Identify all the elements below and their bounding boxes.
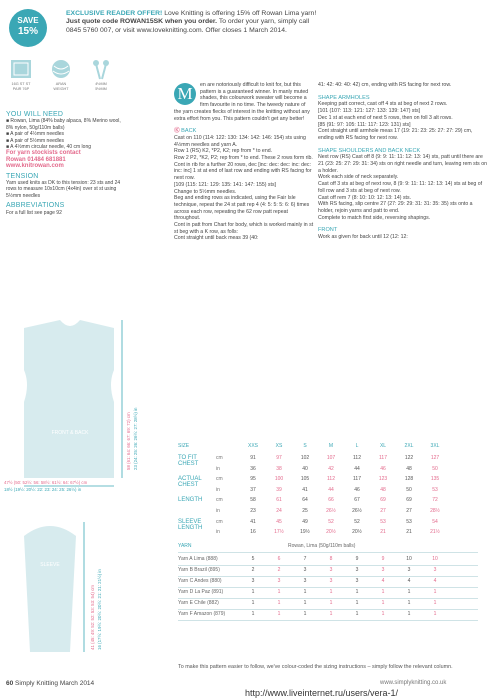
size-row [178,466,488,477]
yarn-quantity: 1 [303,589,307,595]
yarn-quantity: 1 [277,600,281,606]
size-header: XXS [247,443,258,449]
yarn-quantity: 1 [381,589,385,595]
yarn-quantity: 1 [433,589,437,595]
back-step: Change to 5½mm needles. [174,188,237,195]
back-step: Row 2 P2, *K2, P2; rep from * to end. These 2 rows form rib. [174,155,313,162]
size-value: 67 [354,497,360,504]
yarn-label: Yarn D La Paz (891) [178,589,224,595]
yarn-label: Yarn C Andes (880) [178,578,222,584]
yarn-quantity: 3 [355,567,359,573]
yarn-quantity: 6 [277,556,281,562]
size-header: 2XL [404,443,414,449]
back-step: Cast on 110 (114: 122: 130: 134: 142: 146: 154) sts using 4½mm needles and yarn A. [174,134,306,148]
yarn-quantity: 4 [407,578,411,584]
size-value: 72 [432,497,438,504]
size-value: 49 [302,518,308,525]
size-unit: cm [216,518,223,525]
need-item: ■ A pair of 4½mm needles [6,131,65,138]
stockists-phone: Rowan 01484 681881 [6,156,66,163]
size-value: 19½ [300,529,310,536]
size-value: 97 [276,455,282,461]
yarn-header: YARN [178,543,192,549]
size-header: L [355,443,359,449]
tension-swatch-icon [8,58,34,80]
size-value: 95 [250,476,256,483]
size-value: 117 [353,476,361,483]
size-row-label: SLEEVE LENGTH [178,518,203,531]
back-step: Beg and ending rows as indicated, using the Fair Isle technique, repeat the 24 st patt rep 4 (4: 5: 5: 5: 6: 6) times across each row, repeating the 62 row patt repeat throughout. [174,195,310,222]
colour-code-note: To make this pattern easier to follow, we've colour-coded the sizing instructions – simply follow the relevant column. [178,664,453,670]
size-value: 48 [380,486,386,493]
size-value: 54 [432,518,438,525]
size-value: 24 [276,508,282,514]
size-value: 44 [354,465,360,472]
yarn-row [178,609,478,621]
shoulder-step: Work each side of neck separately. [318,174,399,181]
size-header: XS [275,443,283,449]
yarn-label: Yarn A Lima (888) [178,556,218,562]
yarn-quantity: 1 [355,600,359,606]
stockists-web: www.knitrowan.com [6,163,64,170]
yarn-label: Yarn B Brazil (895) [178,567,220,573]
offer-headline: EXCLUSIVE READER OFFER! [66,10,163,17]
yarn-quantity: 10 [406,556,412,562]
yarn-label: Yarn F Amazon (879) [178,611,226,617]
sleeve-schematic [10,512,140,662]
front-width-in: 18½ (19½: 20½: 22: 23: 24: 25: 26½) in [4,487,82,492]
yarn-quantity: 1 [407,611,411,617]
front-text: Work as given for back until 12 (12: 12: [318,234,408,241]
yarn-quantity: 1 [251,589,255,595]
size-value: 128 [404,476,414,483]
size-value: 53 [406,518,412,525]
center-column [174,82,314,242]
size-value: 105 [300,476,310,483]
armhole-step: Dec 1 st at each end of next 5 rows, then on foll 3 alt rows. [318,114,453,121]
size-value: 21 [380,529,386,536]
yarn-quantity: 2 [277,567,281,573]
size-value: 53 [432,486,438,493]
yarn-quantity: 1 [329,589,333,595]
needles-icon [88,58,114,80]
size-value: 25 [302,508,308,514]
back-heading: Ⓚ BACK [174,128,197,135]
yarn-quantity: 7 [303,556,307,562]
size-value: 122 [404,455,414,461]
footer-website: www.simplyknitting.co.uk [380,680,447,686]
yarn-quantity: 1 [303,600,307,606]
back-step: Cont in rib for a further 20 rows, dec [inc: dec: dec: inc: dec: inc: inc] 1 st at end of last row and ending with RS facing for next row. [174,161,312,182]
right-column [318,82,488,241]
sleeve-length-cm: 41 (45: 49: 52: 52: 53: 53: 54) cm [90,585,95,650]
size-value: 44 [328,486,334,493]
size-value: 64 [302,497,308,504]
size-value: 26½ [326,508,336,514]
icon-label-weight: ARAN WEIGHT [53,82,69,91]
yarn-quantity: 1 [381,611,385,617]
size-row [178,487,488,498]
size-row [178,529,488,540]
yarn-quantity: 10 [432,556,438,562]
right-cont: 41: 42: 40: 40: 42) cm, ending with RS facing for next row. [318,82,452,88]
armhole-step: [85 (91: 97: 105: 111: 117: 123: 131) sts] [318,121,411,128]
size-value: 20½ [352,529,362,536]
icon-label-tension: 16G ST ST PAIR 76P [11,82,31,91]
yarn-quantity: 3 [277,578,281,584]
size-row [178,476,488,487]
armhole-step: [101 (107: 113: 121: 127: 133: 139: 147) sts] [318,108,420,115]
armhole-step: Cont straight until armhole meas 17 (19: 21: 23: 25: 27: 27: 29) cm, ending with RS facing for next row. [318,128,473,141]
yarn-quantity: 1 [303,611,307,617]
size-value: 37 [250,486,256,493]
yarn-quantity: 3 [329,567,333,573]
yarn-quantity: 3 [433,567,437,573]
size-value: 28½ [430,508,440,514]
size-value: 112 [353,455,361,461]
yarn-quantity: 1 [277,589,281,595]
yarn-quantity: 1 [277,611,281,617]
yarn-quantity: 3 [407,567,411,573]
left-column [6,108,128,216]
yarn-quantity: 3 [355,578,359,584]
magazine-issue: Simply Knitting March 2014 [15,680,95,687]
yarn-quantity: 9 [355,556,359,562]
front-length-in: 23 (24: 25: 26: 26½: 27: 28½) in [133,407,138,470]
yarn-quantity: 1 [251,600,255,606]
yarn-label: Yarn E Chile (882) [178,600,219,606]
size-value: 36 [250,465,256,472]
sleeve-label: SLEEVE [40,562,60,568]
yarn-quantity: 3 [303,567,307,573]
size-unit: in [216,486,220,493]
offer-code: Just quote code ROWAN15SK when you order. [66,18,218,26]
size-value: 27 [406,508,412,514]
size-header-row [178,443,488,454]
size-row [178,519,488,530]
size-unit: cm [216,455,223,461]
size-header: M [328,443,334,449]
size-value: 53 [380,518,386,525]
back-step: Cont in patt from Chart for body, which is worked mainly in st st beg with a K row, as folls: [174,222,314,235]
shoulder-step: Next row (RS) Cast off 8 (9: 9: 11: 11: 12: 13: 14) sts, patt until there are 21 (23: 25: 27: 29: 31: 34) sts on right needle and turn, leaving rem sts on a holder. [318,154,487,174]
size-value: 38 [276,465,282,472]
size-value: 135 [430,476,440,483]
yarn-quantity: 2 [251,567,255,573]
offer-banner [66,10,486,35]
size-value: 69 [406,497,412,504]
size-row [178,455,488,466]
yarn-quantity: 1 [329,600,333,606]
size-value: 41 [250,518,256,525]
you-will-need-heading: YOU WILL NEED [6,111,64,118]
tension-heading: TENSION [6,172,39,180]
front-back-schematic [4,310,172,500]
icon-label-needles: 4½MM 5½MM [95,82,107,91]
yarn-header-sub: Rowan, Lima (50g/110m balls) [288,543,356,549]
size-value: 21 [406,529,412,536]
tension-text: Yarn used knits as DK to this tension: 23 sts and 24 rows to measure 10x10cm (4x4in) over st st using 5½mm needles [6,180,121,199]
yarn-quantity: 4 [433,578,437,584]
size-value: 52 [328,518,334,525]
size-value: 58 [250,497,256,504]
yarn-quantity: 1 [407,600,411,606]
size-row-label: LENGTH [178,497,203,504]
save-badge [8,8,48,48]
offer-order: To order your yarn, simply call [217,18,310,26]
size-value: 91 [250,455,256,461]
yarn-quantity: 5 [251,556,255,562]
back-step: [109 (115: 121: 129: 135: 141: 147: 155) sts] [174,181,276,188]
badge-line1: SAVE [17,16,39,25]
size-value: 20½ [326,529,336,536]
size-value: 16 [250,529,256,536]
back-step: Cont straight until back meas 39 (40: [174,235,259,242]
abbreviations-heading: ABBREVIATIONS [6,202,65,210]
yarn-quantity: 4 [381,578,385,584]
yarn-quantity: 1 [407,589,411,595]
yarn-quantity: 1 [251,611,255,617]
yarn-quantity: 1 [381,600,385,606]
front-width-cm: 47½ (50: 52½: 56: 58½: 61½: 64: 67½) cm [4,480,88,485]
abbreviations-text: For a full list see page 92 [6,209,62,216]
yarn-table [178,541,488,621]
size-row-label: ACTUAL CHEST [178,476,202,489]
size-row-label: TO FIT CHEST [178,455,199,467]
armhole-heading: SHAPE ARMHOLES [318,94,370,101]
yarn-quantity: 1 [329,611,333,617]
front-back-label: FRONT & BACK [51,430,89,436]
size-value: 40 [302,465,308,472]
stockists-heading: For yarn stockists contact [6,150,81,157]
size-header-label: SIZE [178,443,190,449]
yarn-quantity: 1 [355,589,359,595]
size-value: 42 [328,465,334,472]
shoulder-step: Complete to match first side, reversing shapings. [318,214,431,221]
shoulder-heading: SHAPE SHOULDERS AND BACK NECK [318,147,421,154]
size-value: 23 [250,508,256,514]
size-value: 39 [276,486,282,493]
size-value: 107 [326,455,336,461]
yarn-quantity: 1 [355,611,359,617]
size-value: 26½ [352,508,362,514]
badge-line2: 15% [17,26,38,37]
yarn-quantity: 8 [329,556,333,562]
size-unit: cm [216,497,223,504]
armhole-step: Keeping patt correct, cast off 4 sts at beg of next 2 rows. [318,101,448,108]
yarn-quantity: 3 [381,567,385,573]
need-item: ■ A pair of 5½mm needles [6,137,65,144]
drop-cap: M [174,83,196,105]
yarn-quantity: 1 [433,600,437,606]
size-header: S [303,443,307,449]
page-footer [6,680,94,687]
size-value: 66 [328,497,334,504]
info-icons [6,58,126,98]
size-value: 112 [327,476,335,483]
yarn-quantity: 9 [381,556,385,562]
size-value: 50 [432,465,438,472]
size-unit: cm [216,476,223,483]
size-value: 21½ [430,529,440,536]
size-unit: in [216,529,220,536]
yarn-quantity: 1 [433,611,437,617]
sleeve-length-in: 16 (17½: 19½: 20½: 20½: 21: 21: 21½) in [97,569,102,650]
size-unit: in [216,465,220,472]
shoulder-step: Cast off rem 7 (8: 10: 10: 12: 13: 14) sts. [318,194,412,201]
size-value: 127 [430,455,440,461]
back-step: Row 1 (RS) K2, *P2, K2; rep from * to end. [174,148,273,155]
yarn-header-row [178,541,478,553]
size-value: 27 [380,508,386,514]
need-item: ■ Rowan, Lima (84% baby alpaca, 8% Merino wool, 8% nylon, 50g/110m balls) [6,118,121,131]
size-table [178,443,488,539]
need-item: ■ A 4½mm circular needle, 40 cm long [6,144,92,151]
size-value: 46 [380,465,386,472]
size-row [178,497,488,508]
offer-text: Love Knitting is offering 15% off Rowan Lima yarn! [162,10,317,17]
size-value: 61 [276,497,282,504]
offer-contact: 0845 5760 007, or visit www.loveknitting.com. Offer closes 1 March 2014. [66,26,287,34]
watermark-url: http://www.liveinternet.ru/users/vera-1/ [245,688,399,698]
size-value: 100 [274,476,284,483]
yarn-quantity: 3 [303,578,307,584]
size-header: 3XL [430,443,440,449]
size-value: 41 [302,486,308,493]
yarn-ball-icon [48,58,74,80]
size-unit: in [216,508,220,514]
size-value: 102 [300,455,310,461]
size-value: 45 [276,518,282,525]
shoulder-step: With RS facing, slip centre 27 (27: 29: 29: 31: 31: 35: 35) sts onto a holder, rejoin yarns and patt to end. [318,201,473,214]
size-value: 123 [378,476,388,483]
yarn-quantity: 3 [251,578,255,584]
size-value: 48 [406,465,412,472]
shoulder-step: Cast off 3 sts at beg of next row, 8 (9: 9: 11: 11: 12: 13: 14) sts at beg of foll row and 3 sts at beg of next row. [318,181,483,194]
intro-text: en are notoriously difficult to knit for, but this pattern is a guaranteed winner. In manly muted shades, this colourwork sweater will become a firm favourite in no time. The tweedy nature of the yarn creates flecks of interest in the knitting without any extra effort from you. This pattern couldn't get any better! [174,82,310,122]
size-value: 50 [406,486,412,493]
size-value: 117 [379,455,387,461]
size-value: 46 [354,486,360,493]
front-heading: FRONT [318,227,338,234]
size-row [178,508,488,519]
page-number: 60 [6,680,14,687]
size-header: XL [379,443,387,449]
size-value: 17½ [274,529,284,536]
size-value: 69 [380,497,386,504]
front-length-cm: 58 (61: 64: 66: 67: 69: 72) cm [126,412,131,470]
yarn-quantity: 3 [329,578,333,584]
size-value: 52 [354,518,360,525]
